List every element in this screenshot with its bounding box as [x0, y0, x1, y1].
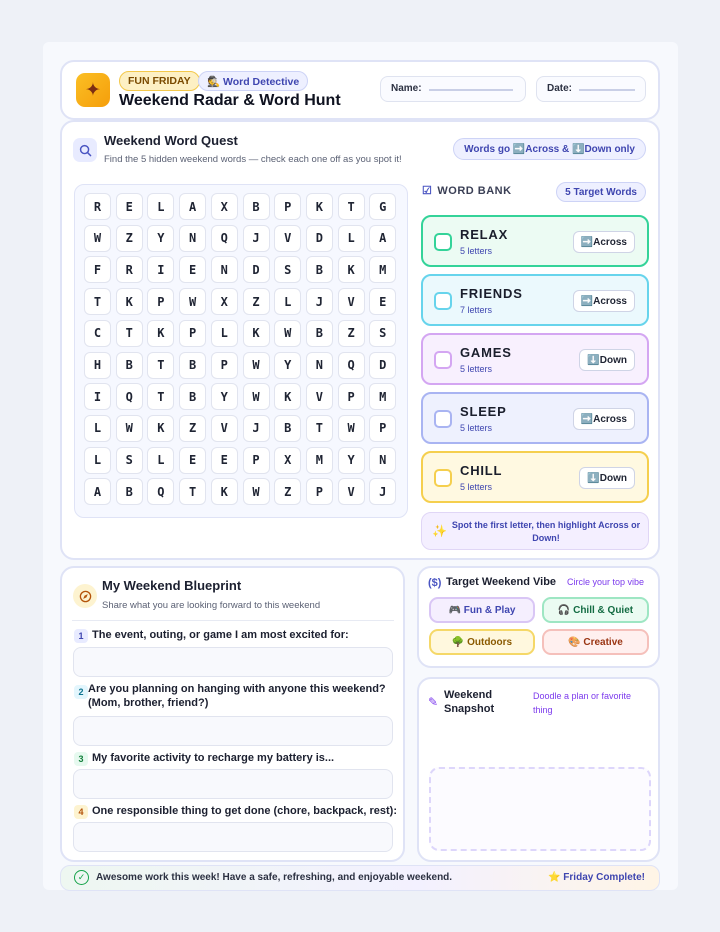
grid-cell[interactable]: B [274, 415, 301, 442]
grid-cell[interactable]: W [116, 415, 143, 442]
grid-cell[interactable]: Q [147, 478, 174, 505]
word-length: 5 letters [460, 423, 493, 433]
grid-cell[interactable]: H [84, 352, 111, 379]
grid-cell[interactable]: R [116, 256, 143, 283]
grid-cell[interactable]: A [369, 225, 396, 252]
grid-cell[interactable]: G [369, 193, 396, 220]
grid-cell[interactable]: E [179, 447, 206, 474]
grid-cell[interactable]: V [211, 415, 238, 442]
grid-cell[interactable]: I [147, 256, 174, 283]
hint-box [421, 512, 649, 550]
grid-cell[interactable]: X [211, 193, 238, 220]
sparkle-icon: ✨ [432, 524, 447, 538]
grid-cell[interactable]: P [338, 383, 365, 410]
grid-cell[interactable]: R [84, 193, 111, 220]
word-checkbox[interactable] [434, 469, 452, 487]
grid-cell[interactable]: S [274, 256, 301, 283]
search-icon [73, 138, 97, 162]
vibe-title: Target Weekend Vibe [446, 576, 557, 588]
word-item-friends [421, 274, 649, 326]
grid-cell[interactable]: B [116, 478, 143, 505]
grid-cell[interactable]: W [84, 225, 111, 252]
grid-cell[interactable]: W [274, 320, 301, 347]
hint-text: Spot the first letter, then highlight Across or Down! [451, 520, 641, 543]
grid-cell[interactable]: X [211, 288, 238, 315]
grid-cell[interactable]: P [147, 288, 174, 315]
grid-cell[interactable]: B [116, 352, 143, 379]
date-label: Date: [547, 83, 573, 94]
grid-cell[interactable]: N [369, 447, 396, 474]
grid-cell[interactable]: K [306, 193, 333, 220]
grid-cell[interactable]: A [84, 478, 111, 505]
grid-cell[interactable]: F [84, 256, 111, 283]
word-checkbox[interactable] [434, 410, 452, 428]
word-detective-badge: 🕵️ Word Detective [198, 71, 308, 91]
direction-badge: ➡️Across [573, 290, 635, 312]
grid-cell[interactable]: Z [338, 320, 365, 347]
answer-field[interactable] [73, 716, 393, 746]
direction-badge: ⬇️Down [579, 349, 635, 371]
vibe-option-creative[interactable] [542, 629, 649, 655]
grid-cell[interactable]: K [147, 415, 174, 442]
page-title: Weekend Radar & Word Hunt [119, 92, 341, 109]
check-circle-icon: ✓ [74, 870, 89, 885]
grid-cell[interactable]: L [274, 288, 301, 315]
word-checkbox[interactable] [434, 233, 452, 251]
grid-cell[interactable]: T [84, 288, 111, 315]
snapshot-hint: Doodle a plan or favorite thing [533, 691, 632, 715]
grid-cell[interactable]: P [369, 415, 396, 442]
checkbox-list-icon: ☑ [422, 185, 433, 197]
footer-message: Awesome work this week! Have a safe, refreshing, and enjoyable weekend. [96, 872, 453, 883]
word-quest-card [60, 120, 660, 560]
grid-cell[interactable]: S [369, 320, 396, 347]
grid-cell[interactable]: B [179, 352, 206, 379]
grid-cell[interactable]: T [179, 478, 206, 505]
grid-cell[interactable]: P [179, 320, 206, 347]
name-line [429, 89, 513, 91]
grid-cell[interactable]: A [179, 193, 206, 220]
question-text: Are you planning on hanging with anyone this weekend? (Mom, brother, friend?) [88, 683, 386, 709]
grid-cell[interactable]: Y [338, 447, 365, 474]
word-length: 7 letters [460, 305, 493, 315]
grid-cell[interactable]: L [147, 447, 174, 474]
grid-cell[interactable]: K [274, 383, 301, 410]
grid-cell[interactable]: Q [116, 383, 143, 410]
letter-grid [74, 184, 408, 518]
vibe-card [417, 566, 660, 668]
grid-cell[interactable]: Z [179, 415, 206, 442]
grid-cell[interactable]: K [338, 256, 365, 283]
grid-cell[interactable]: K [116, 288, 143, 315]
grid-cell[interactable]: N [211, 256, 238, 283]
compass-icon [73, 584, 97, 608]
vibe-option-fun-label: 🎮 Fun & Play [448, 604, 516, 616]
quest-subtitle: Find the 5 hidden weekend words — check each one off as you spot it! [104, 154, 402, 165]
grid-cell[interactable]: T [306, 415, 333, 442]
vibe-icon: ($) [428, 577, 442, 589]
grid-cell[interactable]: K [211, 478, 238, 505]
pencil-icon: ✎ [428, 695, 439, 709]
grid-cell[interactable]: B [179, 383, 206, 410]
grid-cell[interactable]: D [243, 256, 270, 283]
grid-cell[interactable]: P [211, 352, 238, 379]
question-number: 3 [74, 752, 88, 766]
grid-cell[interactable]: X [274, 447, 301, 474]
quest-title: Weekend Word Quest [104, 133, 238, 148]
footer-banner [60, 865, 660, 891]
word-item-chill [421, 451, 649, 503]
grid-cell[interactable]: V [306, 383, 333, 410]
question-text: The event, outing, or game I am most excited for: [92, 629, 349, 641]
grid-cell[interactable]: K [147, 320, 174, 347]
grid-cell[interactable]: N [306, 352, 333, 379]
fun-friday-badge: FUN FRIDAY [119, 71, 200, 91]
grid-cell[interactable]: P [243, 447, 270, 474]
question-text: One responsible thing to get done (chore, backpack, rest): [92, 805, 397, 817]
word-text: RELAX [460, 227, 509, 242]
grid-cell[interactable]: Y [147, 225, 174, 252]
word-text: FRIENDS [460, 286, 523, 301]
grid-cell[interactable]: J [243, 225, 270, 252]
grid-cell[interactable]: J [243, 415, 270, 442]
grid-cell[interactable]: B [243, 193, 270, 220]
vibe-option-chill-label: 🎧 Chill & Quiet [557, 604, 634, 616]
direction-badge: ⬇️Down [579, 467, 635, 489]
grid-cell[interactable]: L [84, 447, 111, 474]
grid-cell[interactable]: L [338, 225, 365, 252]
grid-cell[interactable]: D [306, 225, 333, 252]
grid-cell[interactable]: Z [243, 288, 270, 315]
grid-cell[interactable]: W [243, 478, 270, 505]
friday-complete-badge: ⭐ Friday Complete! [548, 872, 645, 883]
vibe-hint: Circle your top vibe [567, 577, 645, 587]
date-line [579, 89, 635, 91]
name-label: Name: [391, 83, 422, 94]
blueprint-subtitle: Share what you are looking forward to this weekend [102, 600, 321, 611]
grid-cell[interactable]: Q [211, 225, 238, 252]
grid-cell[interactable]: L [84, 415, 111, 442]
question-number: 2 [74, 685, 88, 699]
grid-cell[interactable]: T [147, 352, 174, 379]
grid-cell[interactable]: J [306, 288, 333, 315]
grid-cell[interactable]: V [338, 478, 365, 505]
grid-cell[interactable]: W [243, 352, 270, 379]
grid-cell[interactable]: W [179, 288, 206, 315]
word-item-sleep [421, 392, 649, 444]
doodle-area[interactable] [429, 767, 651, 851]
answer-field[interactable] [73, 822, 393, 852]
grid-cell[interactable]: Z [274, 478, 301, 505]
word-length: 5 letters [460, 246, 493, 256]
date-field[interactable] [536, 76, 646, 102]
word-text: GAMES [460, 345, 512, 360]
vibe-option-creative-label: 🎨 Creative [568, 636, 623, 648]
grid-cell[interactable]: Y [211, 383, 238, 410]
grid-cell[interactable]: E [211, 447, 238, 474]
direction-rule-badge: Words go ➡️Across & ⬇️Down only [453, 138, 646, 160]
grid-cell[interactable]: E [369, 288, 396, 315]
word-item-relax [421, 215, 649, 267]
word-item-games [421, 333, 649, 385]
word-bank-title [422, 184, 512, 197]
grid-cell[interactable]: Y [274, 352, 301, 379]
grid-cell[interactable]: T [147, 383, 174, 410]
grid-cell[interactable]: T [338, 193, 365, 220]
divider [72, 620, 394, 621]
grid-cell[interactable]: W [338, 415, 365, 442]
grid-cell[interactable]: V [274, 225, 301, 252]
snapshot-card [417, 677, 660, 862]
grid-cell[interactable]: J [369, 478, 396, 505]
word-count-badge: 5 Target Words [556, 182, 646, 202]
grid-cell[interactable]: L [147, 193, 174, 220]
direction-badge: ➡️Across [573, 231, 635, 253]
grid-cell[interactable]: P [274, 193, 301, 220]
blueprint-title: My Weekend Blueprint [102, 578, 242, 593]
vibe-option-outdoors-label: 🌳 Outdoors [451, 636, 513, 648]
grid-cell[interactable]: V [338, 288, 365, 315]
word-text: CHILL [460, 463, 503, 478]
word-bank-title-text: WORD BANK [437, 185, 512, 197]
grid-cell[interactable]: T [116, 320, 143, 347]
grid-cell[interactable]: W [243, 383, 270, 410]
grid-cell[interactable]: C [84, 320, 111, 347]
word-checkbox[interactable] [434, 292, 452, 310]
vibe-option-fun[interactable] [429, 597, 535, 623]
grid-cell[interactable]: I [84, 383, 111, 410]
grid-cell[interactable]: D [369, 352, 396, 379]
grid-cell[interactable]: N [179, 225, 206, 252]
direction-badge: ➡️Across [573, 408, 635, 430]
grid-cell[interactable]: M [306, 447, 333, 474]
header-card [60, 60, 660, 120]
word-length: 5 letters [460, 364, 493, 374]
vibe-option-chill[interactable] [542, 597, 649, 623]
grid-cell[interactable]: L [211, 320, 238, 347]
blueprint-card [60, 566, 405, 862]
answer-field[interactable] [73, 769, 393, 799]
grid-cell[interactable]: B [306, 320, 333, 347]
grid-cell[interactable]: P [306, 478, 333, 505]
word-text: SLEEP [460, 404, 507, 419]
grid-cell[interactable]: S [116, 447, 143, 474]
question-number: 1 [74, 629, 88, 643]
grid-cell[interactable]: K [243, 320, 270, 347]
word-checkbox[interactable] [434, 351, 452, 369]
name-field[interactable] [380, 76, 526, 102]
snapshot-title: Weekend Snapshot [444, 689, 495, 715]
grid-cell[interactable]: E [116, 193, 143, 220]
grid-cell[interactable]: Q [338, 352, 365, 379]
vibe-option-outdoors[interactable] [429, 629, 535, 655]
sparkle-icon: ✦ [76, 73, 110, 107]
grid-cell[interactable]: E [179, 256, 206, 283]
grid-cell[interactable]: M [369, 383, 396, 410]
word-length: 5 letters [460, 482, 493, 492]
grid-cell[interactable]: M [369, 256, 396, 283]
answer-field[interactable] [73, 647, 393, 677]
grid-cell[interactable]: B [306, 256, 333, 283]
question-text: My favorite activity to recharge my battery is... [92, 752, 335, 764]
grid-cell[interactable]: Z [116, 225, 143, 252]
question-number: 4 [74, 805, 88, 819]
